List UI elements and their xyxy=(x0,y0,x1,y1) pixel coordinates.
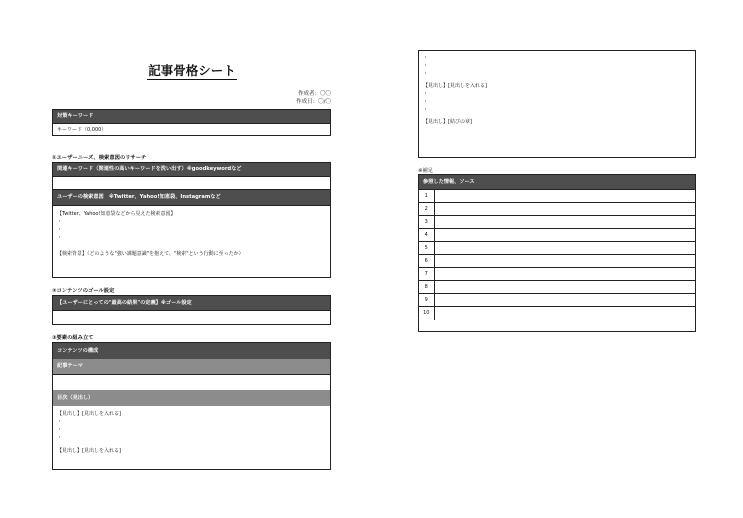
goal-box xyxy=(52,295,331,325)
section3-label: ③要素の組み立て xyxy=(52,335,94,341)
table-row xyxy=(419,281,695,294)
row-number: 5 xyxy=(419,242,434,255)
table-row xyxy=(419,307,695,320)
source-cell[interactable] xyxy=(434,307,695,320)
source-cell[interactable] xyxy=(434,203,695,216)
search-intent-box xyxy=(52,189,331,278)
source-cell[interactable] xyxy=(434,190,695,203)
toc-bullet: ・ xyxy=(423,55,429,61)
row-number: 7 xyxy=(419,268,434,281)
toc-continued-field[interactable] xyxy=(419,51,695,157)
date-field: 作成日：〇/〇 xyxy=(296,99,331,105)
table-row xyxy=(419,203,695,216)
toc-bullet: ・ xyxy=(423,63,429,69)
source-cell[interactable] xyxy=(434,255,695,268)
table-row xyxy=(419,229,695,242)
related-keywords-header: 関連キーワード（関連性の高いキーワードを洗い出す）※goodkeywordなど xyxy=(53,163,330,176)
search-intent-header: ユーザーの検索意図 ※Twitter、Yahoo!知恵袋、Instagramなど xyxy=(53,190,330,205)
toc-line: 【見出し】[見出しを入れる] xyxy=(423,83,487,89)
toc-header: 目次（見出し） xyxy=(53,390,330,406)
row-number: 3 xyxy=(419,216,434,229)
toc-bullet: ・ xyxy=(57,427,63,433)
toc-bullet: ・ xyxy=(423,99,429,105)
sources-header: 参照した情報、ソース xyxy=(419,175,695,189)
keyword-header: 対策キーワード xyxy=(53,110,330,123)
row-number: 6 xyxy=(419,255,434,268)
intent-bullet: ・ xyxy=(57,227,63,233)
source-cell[interactable] xyxy=(434,281,695,294)
supplement-label: ※補足 xyxy=(418,168,434,174)
row-number: 9 xyxy=(419,294,434,307)
sources-box xyxy=(418,174,696,332)
toc-bullet: ・ xyxy=(423,91,429,97)
source-cell[interactable] xyxy=(434,229,695,242)
intent-bullet: ・ xyxy=(57,219,63,225)
table-row xyxy=(419,255,695,268)
toc-bullet: ・ xyxy=(423,107,429,113)
intent-bullet: ・ xyxy=(57,235,63,241)
structure-box xyxy=(52,342,331,470)
sheet-title: 記事骨格シート xyxy=(148,63,236,78)
section1-label: ①ユーザーニーズ、検索意図のリサーチ xyxy=(52,155,147,161)
section2-label: ②コンテンツのゴール設定 xyxy=(52,288,115,294)
related-keywords-box xyxy=(52,162,331,190)
structure-header: コンテンツの構成 xyxy=(53,343,330,359)
row-number: 4 xyxy=(419,229,434,242)
toc-line: 【見出し】[見出しを入れる] xyxy=(57,448,121,454)
row-number: 2 xyxy=(419,203,434,216)
source-cell[interactable] xyxy=(434,216,695,229)
sources-table xyxy=(419,189,695,320)
toc-bullet: ・ xyxy=(57,419,63,425)
theme-field[interactable] xyxy=(53,374,330,390)
theme-header: 記事テーマ xyxy=(53,359,330,374)
table-row xyxy=(419,268,695,281)
author-field: 作成者：〇〇 xyxy=(297,91,331,97)
goal-field[interactable] xyxy=(53,310,330,324)
source-cell[interactable] xyxy=(434,268,695,281)
toc-field[interactable] xyxy=(53,406,330,469)
search-background-line: 【検索背景】（どのような"強い課題意識"を抱えて、"検索"という行動に至ったか） xyxy=(57,251,244,257)
table-row xyxy=(419,190,695,203)
row-number: 1 xyxy=(419,190,434,203)
toc-line: 【見出し】[結びの章] xyxy=(423,119,472,125)
intent-line: 【Twitter、Yahoo!知恵袋などから見えた検索意図】 xyxy=(57,211,176,217)
search-intent-field[interactable] xyxy=(53,205,330,277)
goal-header: 【ユーザーにとっての"最高の結果"の定義】※ゴール設定 xyxy=(53,296,330,310)
source-cell[interactable] xyxy=(434,242,695,255)
row-number: 8 xyxy=(419,281,434,294)
related-keywords-field[interactable] xyxy=(53,176,330,189)
toc-bullet: ・ xyxy=(423,71,429,77)
table-row xyxy=(419,216,695,229)
table-row xyxy=(419,242,695,255)
toc-line: 【見出し】[見出しを入れる] xyxy=(57,411,121,417)
source-cell[interactable] xyxy=(434,294,695,307)
row-number: 10 xyxy=(419,307,434,320)
keyword-box xyxy=(52,109,331,136)
keyword-value[interactable]: キーワード（0,000） xyxy=(53,123,330,135)
table-row xyxy=(419,294,695,307)
toc-bullet: ・ xyxy=(57,435,63,441)
toc-continued-box xyxy=(418,50,696,158)
